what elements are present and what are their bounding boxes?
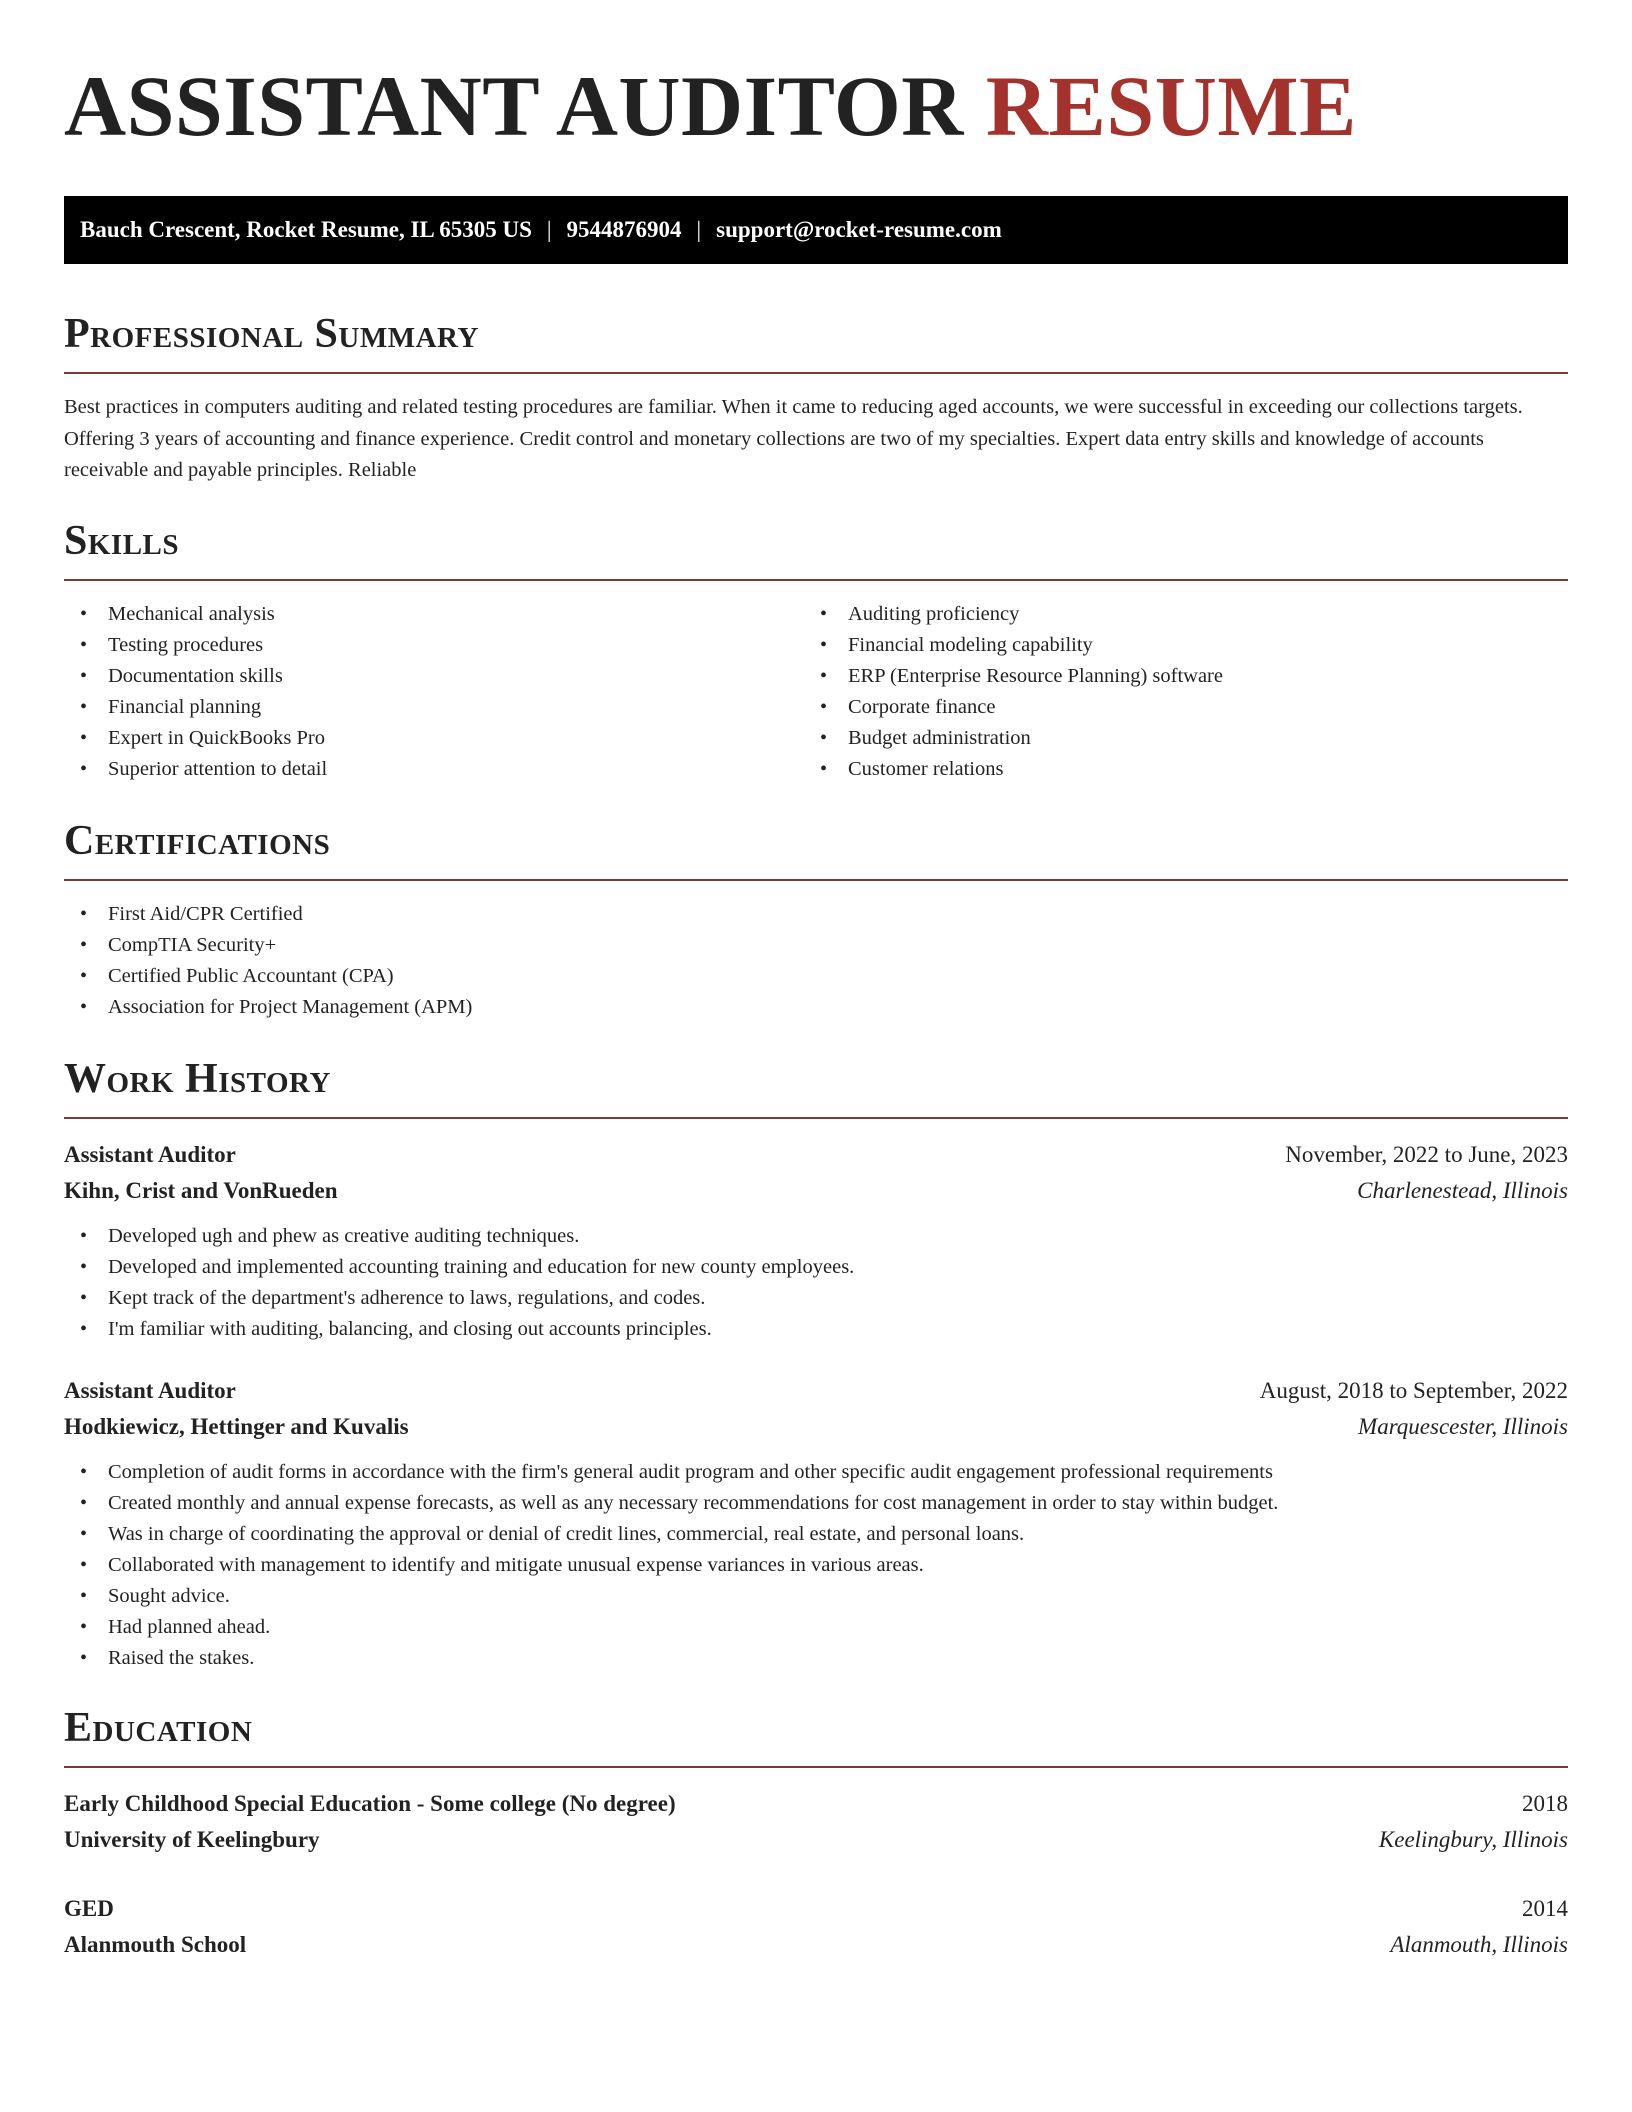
skill-item: • ERP (Enterprise Resource Planning) software — [804, 661, 1544, 692]
education-school: University of Keelingbury — [64, 1826, 320, 1852]
skills-list-right — [804, 599, 1544, 785]
education-school: Alanmouth School — [64, 1931, 247, 1957]
job-bullets — [64, 1457, 1568, 1674]
contact-address: Bauch Crescent, Rocket Resume, IL 65305 US — [80, 217, 532, 242]
certifications-section — [64, 817, 1568, 1023]
job-bullet: • Was in charge of coordinating the approval or denial of credit lines, commercial, real estate, and personal loans. — [64, 1519, 1568, 1550]
skill-item: • Financial modeling capability — [804, 630, 1544, 661]
skill-item: • Financial planning — [64, 692, 804, 723]
skill-item: • Auditing proficiency — [804, 599, 1544, 630]
job-header-row — [64, 1373, 1568, 1409]
skill-item: • Testing procedures — [64, 630, 804, 661]
contact-email: support@rocket-resume.com — [716, 217, 1002, 242]
job-title: Assistant Auditor — [64, 1141, 236, 1167]
job-dates: November, 2022 to June, 2023 — [1285, 1141, 1568, 1167]
summary-section — [64, 310, 1568, 487]
work-history-heading: Work History — [64, 1055, 331, 1102]
certification-item: • First Aid/CPR Certified — [64, 899, 1568, 930]
job-company-row — [64, 1409, 1568, 1445]
education-entry — [64, 1786, 1568, 1858]
job-bullet: • Developed ugh and phew as creative auditing techniques. — [64, 1221, 1568, 1252]
skill-item: • Corporate finance — [804, 692, 1544, 723]
education-degree-row — [64, 1891, 1568, 1927]
job-entry — [64, 1137, 1568, 1345]
job-bullet: • Collaborated with management to identify and mitigate unusual expense variances in various areas. — [64, 1550, 1568, 1581]
job-header-row — [64, 1137, 1568, 1173]
job-company: Hodkiewicz, Hettinger and Kuvalis — [64, 1413, 409, 1439]
job-bullet: • Developed and implemented accounting training and education for new county employees. — [64, 1252, 1568, 1283]
resume-title — [64, 0, 1568, 156]
education-school-row — [64, 1927, 1568, 1963]
education-year: 2018 — [1522, 1790, 1568, 1816]
job-bullet: • Sought advice. — [64, 1581, 1568, 1612]
skill-item: • Superior attention to detail — [64, 754, 804, 785]
certification-item: • Certified Public Accountant (CPA) — [64, 961, 1568, 992]
job-entry — [64, 1373, 1568, 1674]
section-divider — [64, 879, 1568, 881]
summary-heading: Professional Summary — [64, 311, 479, 357]
certifications-list — [64, 899, 1568, 1023]
contact-bar — [64, 196, 1568, 264]
education-location: Keelingbury, Illinois — [1378, 1826, 1568, 1852]
job-bullet: • I'm familiar with auditing, balancing, and closing out accounts principles. — [64, 1314, 1568, 1345]
job-bullet: • Raised the stakes. — [64, 1643, 1568, 1674]
job-bullet: • Kept track of the department's adherence to laws, regulations, and codes. — [64, 1283, 1568, 1314]
skills-list-left — [64, 599, 804, 785]
job-location: Marquescester, Illinois — [1358, 1413, 1568, 1439]
education-year: 2014 — [1522, 1895, 1568, 1921]
work-history-section — [64, 1055, 1568, 1674]
job-location: Charlenestead, Illinois — [1357, 1177, 1568, 1203]
education-degree: Early Childhood Special Education - Some college (No degree) — [64, 1790, 676, 1816]
title-accent: RESUME — [985, 58, 1357, 154]
certification-item: • CompTIA Security+ — [64, 930, 1568, 961]
contact-separator: | — [696, 217, 702, 242]
job-bullet: • Completion of audit forms in accordance with the firm's general audit program and other specific audit engagement professional requirements — [64, 1457, 1568, 1488]
education-degree-row — [64, 1786, 1568, 1822]
job-dates: August, 2018 to September, 2022 — [1259, 1377, 1568, 1403]
skills-grid — [64, 599, 1568, 785]
section-divider — [64, 372, 1568, 374]
contact-phone: 9544876904 — [566, 217, 682, 242]
job-title: Assistant Auditor — [64, 1377, 236, 1403]
contact-separator: | — [546, 217, 552, 242]
education-heading: Education — [64, 1704, 253, 1751]
job-company-row — [64, 1173, 1568, 1209]
certification-item: • Association for Project Management (APM) — [64, 992, 1568, 1023]
skill-item: • Mechanical analysis — [64, 599, 804, 630]
education-section — [64, 1704, 1568, 1963]
education-degree: GED — [64, 1895, 114, 1921]
skill-item: • Documentation skills — [64, 661, 804, 692]
section-divider — [64, 579, 1568, 581]
title-main: ASSISTANT AUDITOR — [64, 58, 964, 154]
section-divider — [64, 1117, 1568, 1119]
certifications-heading: Certifications — [64, 817, 331, 864]
education-entry — [64, 1891, 1568, 1963]
education-location: Alanmouth, Illinois — [1390, 1931, 1568, 1957]
skill-item: • Customer relations — [804, 754, 1544, 785]
skill-item: • Expert in QuickBooks Pro — [64, 723, 804, 754]
section-divider — [64, 1766, 1568, 1768]
job-bullet: • Had planned ahead. — [64, 1612, 1568, 1643]
skill-item: • Budget administration — [804, 723, 1544, 754]
job-bullets — [64, 1221, 1568, 1345]
job-company: Kihn, Crist and VonRueden — [64, 1177, 338, 1203]
skills-heading: Skills — [64, 517, 180, 564]
skills-section — [64, 517, 1568, 785]
job-bullet: • Created monthly and annual expense forecasts, as well as any necessary recommendations for cost management in order to stay within budget. — [64, 1488, 1568, 1519]
summary-text: Best practices in computers auditing and related testing procedures are familiar. When it came to reducing aged accounts, we were successful in exceeding our collections targets. Offering 3 years of accounting and finance experience. Credit control and monetary collections are two of my specialties. Expert data entry skills and knowledge of accounts receivable and payable principles. Reliable — [64, 396, 1523, 481]
education-school-row — [64, 1822, 1568, 1858]
